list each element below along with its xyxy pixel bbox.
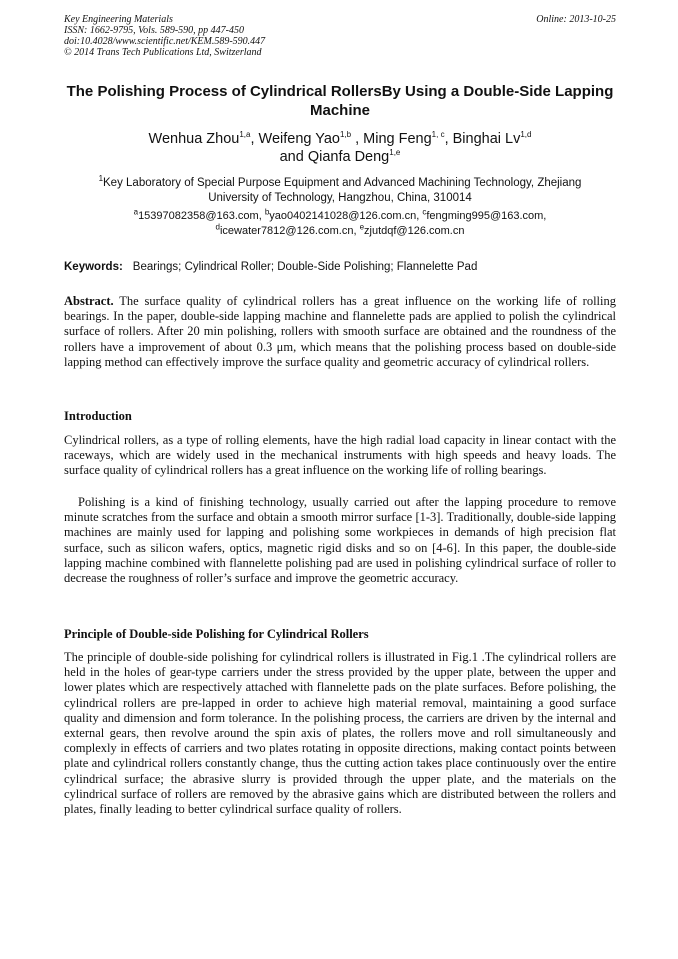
affiliation-mark: 1: [98, 174, 104, 184]
author-name: , Weifeng Yao: [250, 131, 340, 147]
email-mark: a: [133, 207, 139, 217]
email-mark: c: [422, 207, 427, 217]
online-date: Online: 2013-10-25: [536, 14, 616, 25]
author-name: and Qianfa Deng: [279, 149, 390, 165]
author-name: , Ming Feng: [351, 131, 432, 147]
author-affiliation-mark: 1,d: [520, 130, 532, 140]
keywords-line: [64, 260, 616, 275]
email-mark: d: [215, 221, 220, 231]
author-affiliation-mark: 1,a: [239, 130, 251, 140]
copyright-line: © 2014 Trans Tech Publications Ltd, Switzerland: [64, 47, 262, 58]
introduction-paragraph-1: Cylindrical rollers, as a type of rolling elements, have the high radial load capacity in linear contact with the raceways, which are widely used in the mechanical instruments with high speeds and heavy loads. The surface quality of cylindrical rollers has a great influence on the working life of rolling bearings.: [64, 433, 616, 478]
affiliation-line: University of Technology, Hangzhou, China, 310014: [208, 192, 472, 204]
author-affiliation-mark: 1,b: [339, 130, 352, 140]
author-name: Wenhua Zhou: [148, 131, 240, 147]
author-name: , Binghai Lv: [444, 131, 521, 147]
keywords-text: Bearings; Cylindrical Roller; Double-Side Polishing; Flannelette Pad: [132, 261, 478, 273]
paper-title: The Polishing Process of Cylindrical RollersBy Using a Double-Side Lapping Machine: [66, 83, 614, 119]
email-link[interactable]: fengming995@163.com,: [426, 210, 547, 222]
section-heading-introduction: Introduction: [64, 409, 132, 423]
section-heading-principle: Principle of Double-side Polishing for Cylindrical Rollers: [64, 627, 369, 641]
email-link[interactable]: zjutdqf@126.com.cn: [364, 224, 465, 237]
affiliation: [64, 176, 616, 206]
email-list: [64, 209, 616, 238]
email-mark: e: [359, 221, 365, 231]
affiliation-line: Key Laboratory of Special Purpose Equipment and Advanced Machining Technology, Zhejiang: [103, 177, 582, 189]
journal-name: Key Engineering Materials: [64, 14, 173, 25]
author-list: [64, 130, 616, 166]
email-link[interactable]: 15397082358@163.com,: [138, 210, 265, 222]
email-link[interactable]: icewater7812@126.com.cn,: [219, 224, 360, 237]
journal-header: [64, 14, 616, 58]
author-affiliation-mark: 1,e: [389, 148, 401, 158]
introduction-paragraph-2: Polishing is a kind of finishing technology, usually carried out after the lapping procedure to remove minute scratches from the surface and obtain a smooth mirror surface [1-3]. Traditionally, double-side lapping machines are mainly used for lapping and polishing some workpieces in demands of high precision flat surface, such as silicon wafers, optics, magnetic rigid disks and so on [4-6]. In this paper, the double-side lapping machine combined with flannelette polishing pad are used in polishing cylindrical surface of roller to decrease the roughness of roller’s surface and improve the geometric accuracy.: [64, 495, 616, 586]
abstract-text: The surface quality of cylindrical rollers has a great influence on the working life of rolling bearings. In the paper, double-side lapping machine and flannelette pads are applied to polish the cylindrical surface of rollers. After 20 min polishing, rollers with smooth surface are obtained and the roundness of the rollers have a improvement of about 0.3 μm, which means that the polishing process based on double-side lapping method can effectively improve the surface quality and geometric accuracy of cylindrical rollers.: [64, 294, 616, 369]
issn-line: ISSN: 1662-9795, Vols. 589-590, pp 447-450: [64, 25, 244, 36]
doi-line: doi:10.4028/www.scientific.net/KEM.589-590.447: [64, 36, 266, 47]
keywords-label: Keywords:: [64, 261, 123, 273]
abstract-paragraph: [64, 294, 616, 370]
author-affiliation-mark: 1, c: [431, 130, 445, 140]
email-mark: b: [264, 207, 270, 217]
abstract-label: Abstract.: [64, 294, 114, 308]
principle-paragraph: The principle of double-side polishing for cylindrical rollers is illustrated in Fig.1 .The cylindrical rollers are held in the holes of gear-type carriers under the stress provided by the upper plate, between the upper and lower plates which are respectively attached with flannelette pads on the plate surfaces. Before polishing, the cylindrical rollers are pre-lapped in order to achieve high material removal, maintaining a good surface quality and dimension and form tolerance. In the polishing process, the carriers are driven by the internal and external gears, then revolve around the spin axis of plates, the rollers move and roll simultaneously and complexly in effects of carriers and two plates rotating in opposite directions, making contact points between plate and cylindrical rollers constantly change, thus the cutting action takes place continuously over the entire cylindrical surface; the abrasive slurry is provided through the upper plate, and the materials on the cylindrical surface of rollers are removed by the abrasive gains which are distributed between the rollers and plates, finally leading to better cylindrical surface quality of rollers.: [64, 650, 616, 817]
email-link[interactable]: yao0402141028@126.com.cn,: [269, 210, 423, 222]
